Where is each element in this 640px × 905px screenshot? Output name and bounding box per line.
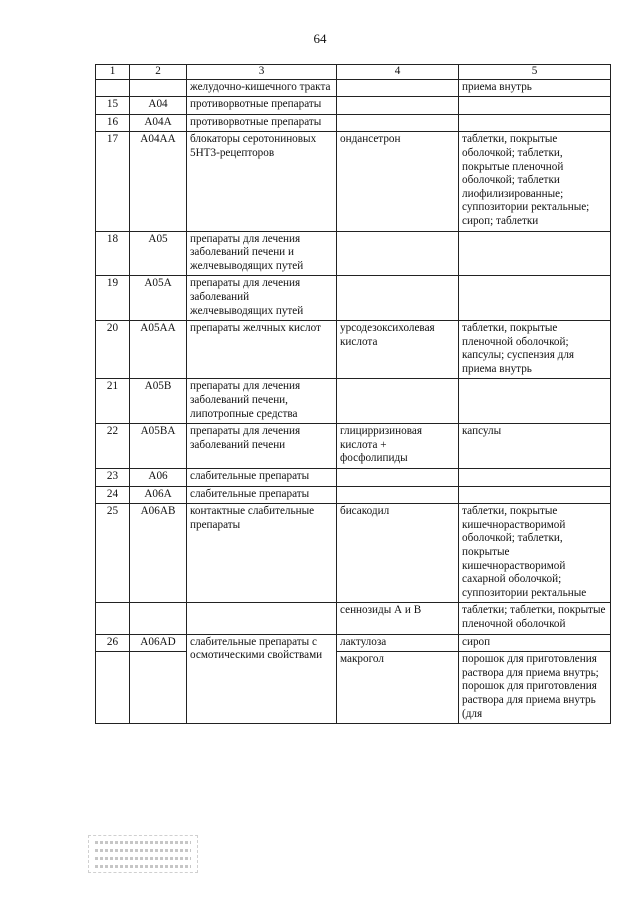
pharmacological-group: желудочно-кишечного тракта <box>187 79 337 97</box>
dosage-form: капсулы <box>459 424 611 469</box>
table-row <box>96 486 611 504</box>
table-row <box>96 424 611 469</box>
dosage-form: таблетки, покрытые оболочкой; таблетки, покрытые пленочной оболочкой; таблетки лиофилизированные; суппозитории ректальные; сироп; таблетки <box>459 132 611 231</box>
dosage-form: таблетки, покрытые кишечнорастворимой оболочкой; таблетки, покрытые кишечнорастворимой сахарной оболочкой; суппозитории ректальные <box>459 504 611 603</box>
drug-list-table <box>95 64 611 724</box>
column-header: 4 <box>337 65 459 80</box>
drug-name <box>337 379 459 424</box>
table-row <box>96 603 611 634</box>
pharmacological-group: препараты для лечения заболеваний печени <box>187 424 337 469</box>
atc-code: A04 <box>130 97 187 115</box>
atc-code <box>130 79 187 97</box>
dosage-form <box>459 379 611 424</box>
dosage-form <box>459 97 611 115</box>
table-row <box>96 469 611 487</box>
drug-name: глицирризиновая кислота + фосфолипиды <box>337 424 459 469</box>
column-header: 1 <box>96 65 130 80</box>
pharmacological-group: препараты для лечения заболеваний печени, липотропные средства <box>187 379 337 424</box>
dosage-form: таблетки; таблетки, покрытые пленочной оболочкой <box>459 603 611 634</box>
drug-name <box>337 231 459 276</box>
drug-name <box>337 114 459 132</box>
dosage-form <box>459 114 611 132</box>
table-row <box>96 114 611 132</box>
table-row <box>96 276 611 321</box>
table-row <box>96 132 611 231</box>
pharmacological-group: контактные слабительные препараты <box>187 504 337 603</box>
atc-code: A06AB <box>130 504 187 603</box>
atc-code: A06 <box>130 469 187 487</box>
dosage-form: приема внутрь <box>459 79 611 97</box>
drug-name: макрогол <box>337 652 459 724</box>
page-number: 64 <box>313 31 327 46</box>
dosage-form <box>459 486 611 504</box>
drug-name: лактулоза <box>337 634 459 652</box>
row-number: 25 <box>96 504 130 603</box>
dosage-form: порошок для приготовления раствора для приема внутрь; порошок для приготовления раствора для приема внутрь (для <box>459 652 611 724</box>
table-header-row <box>96 65 611 80</box>
row-number: 18 <box>96 231 130 276</box>
atc-code: A04AA <box>130 132 187 231</box>
pharmacological-group: препараты для лечения заболеваний желчевыводящих путей <box>187 276 337 321</box>
pharmacological-group: слабительные препараты с осмотическими свойствами <box>187 634 337 724</box>
drug-name <box>337 276 459 321</box>
row-number: 26 <box>96 634 130 652</box>
atc-code: A05 <box>130 231 187 276</box>
atc-code: A05AA <box>130 321 187 379</box>
table-row <box>96 634 611 652</box>
drug-name <box>337 469 459 487</box>
row-number: 15 <box>96 97 130 115</box>
drug-name: сеннозиды А и В <box>337 603 459 634</box>
atc-code: A06A <box>130 486 187 504</box>
pharmacological-group: препараты желчных кислот <box>187 321 337 379</box>
atc-code: A05A <box>130 276 187 321</box>
drug-name: ондансетрон <box>337 132 459 231</box>
table-row <box>96 231 611 276</box>
drug-name <box>337 79 459 97</box>
table-row <box>96 504 611 603</box>
dosage-form <box>459 469 611 487</box>
dosage-form: таблетки, покрытые пленочной оболочкой; капсулы; суспензия для приема внутрь <box>459 321 611 379</box>
table-row <box>96 321 611 379</box>
row-number: 21 <box>96 379 130 424</box>
table-row <box>96 97 611 115</box>
row-number: 17 <box>96 132 130 231</box>
atc-code: A06AD <box>130 634 187 652</box>
row-number: 24 <box>96 486 130 504</box>
atc-code: A05BA <box>130 424 187 469</box>
dosage-form <box>459 231 611 276</box>
pharmacological-group: противорвотные препараты <box>187 114 337 132</box>
row-number <box>96 79 130 97</box>
atc-code: A05B <box>130 379 187 424</box>
row-number: 19 <box>96 276 130 321</box>
table-row <box>96 79 611 97</box>
column-header: 5 <box>459 65 611 80</box>
faint-stamp-mark <box>88 835 198 873</box>
table-row <box>96 652 611 724</box>
drug-name <box>337 486 459 504</box>
column-header: 2 <box>130 65 187 80</box>
atc-code: A04A <box>130 114 187 132</box>
drug-name <box>337 97 459 115</box>
pharmacological-group: препараты для лечения заболеваний печени и желчевыводящих путей <box>187 231 337 276</box>
pharmacological-group: слабительные препараты <box>187 469 337 487</box>
row-number: 22 <box>96 424 130 469</box>
dosage-form <box>459 276 611 321</box>
row-number: 20 <box>96 321 130 379</box>
table-row <box>96 379 611 424</box>
pharmacological-group: блокаторы серотониновых 5НТ3-рецепторов <box>187 132 337 231</box>
row-number: 23 <box>96 469 130 487</box>
dosage-form: сироп <box>459 634 611 652</box>
pharmacological-group: слабительные препараты <box>187 486 337 504</box>
pharmacological-group: противорвотные препараты <box>187 97 337 115</box>
drug-name: урсодезоксихолевая кислота <box>337 321 459 379</box>
drug-name: бисакодил <box>337 504 459 603</box>
row-number: 16 <box>96 114 130 132</box>
column-header: 3 <box>187 65 337 80</box>
